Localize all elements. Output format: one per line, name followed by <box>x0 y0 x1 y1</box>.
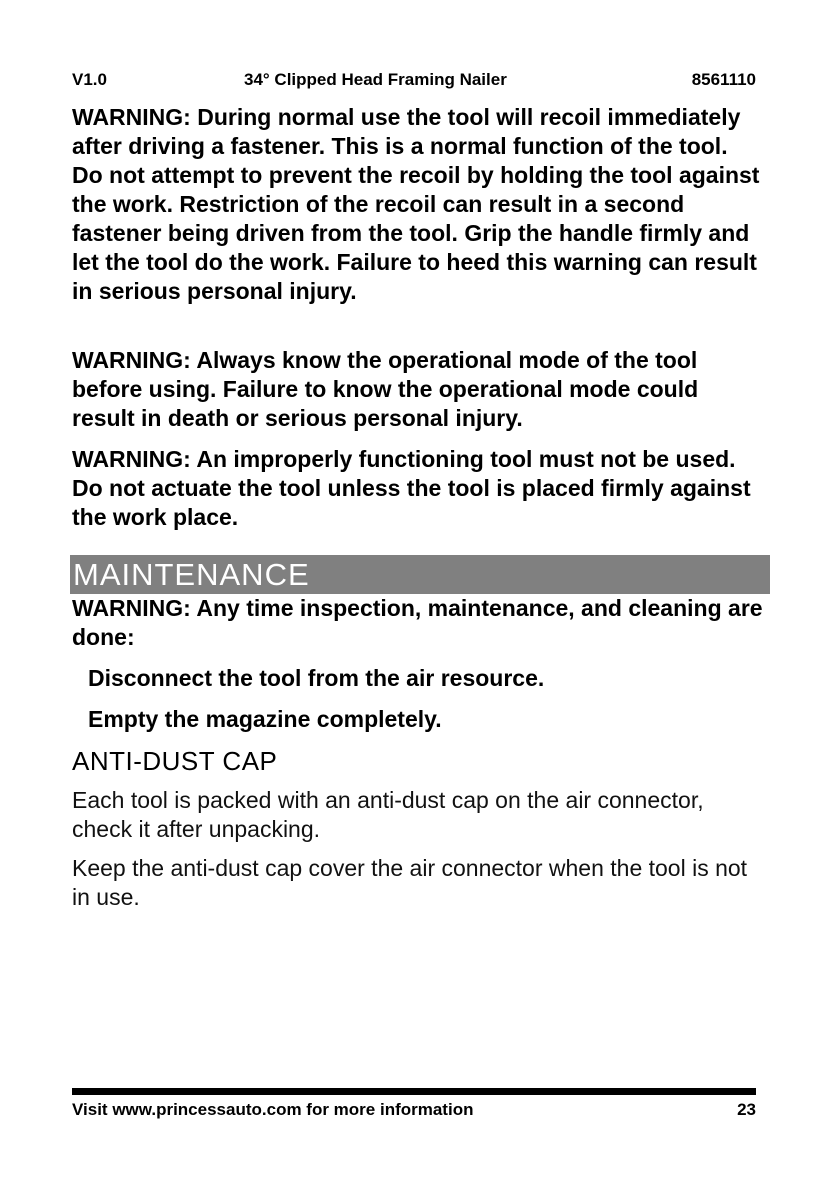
maintenance-section-banner <box>70 555 770 594</box>
page-number: 23 <box>737 1100 756 1119</box>
anti-dust-cap-heading: ANTI-DUST CAP <box>72 746 278 776</box>
warning-recoil: WARNING: During normal use the tool will recoil immediately after driving a fastener. This is a normal function of the tool. Do not attempt to prevent the recoil by holding the tool against the work. Restriction of the recoil can result in a second fastener being driven from the tool. Grip the handle firmly and let the tool do the work. Failure to heed this warning can result in serious personal injury. <box>72 104 760 304</box>
footer-divider <box>72 1088 756 1095</box>
maintenance-title: MAINTENANCE <box>73 557 310 592</box>
footer-website-text: Visit www.princessauto.com for more information <box>72 1100 474 1119</box>
warning-operational-mode: WARNING: Always know the operational mode of the tool before using. Failure to know the operational mode could result in death or serious personal injury. <box>72 347 699 431</box>
maintenance-warning: WARNING: Any time inspection, maintenance, and cleaning are done: <box>72 595 763 650</box>
anti-dust-cap-paragraph: Keep the anti-dust cap cover the air connector when the tool is not in use. <box>72 855 748 910</box>
product-code: 8561110 <box>691 70 756 89</box>
warning-improper-function: WARNING: An improperly functioning tool must not be used. Do not actuate the tool unless the tool is placed firmly against the work place. <box>72 446 751 530</box>
page-footer <box>72 1100 756 1122</box>
anti-dust-cap-paragraph: Each tool is packed with an anti-dust cap on the air connector, check it after unpacking. <box>72 787 704 842</box>
page-header <box>72 70 756 92</box>
product-title: 34° Clipped Head Framing Nailer <box>244 70 507 89</box>
version-label: V1.0 <box>72 70 107 89</box>
maintenance-step: Disconnect the tool from the air resource. <box>88 665 545 691</box>
maintenance-step: Empty the magazine completely. <box>88 706 442 732</box>
